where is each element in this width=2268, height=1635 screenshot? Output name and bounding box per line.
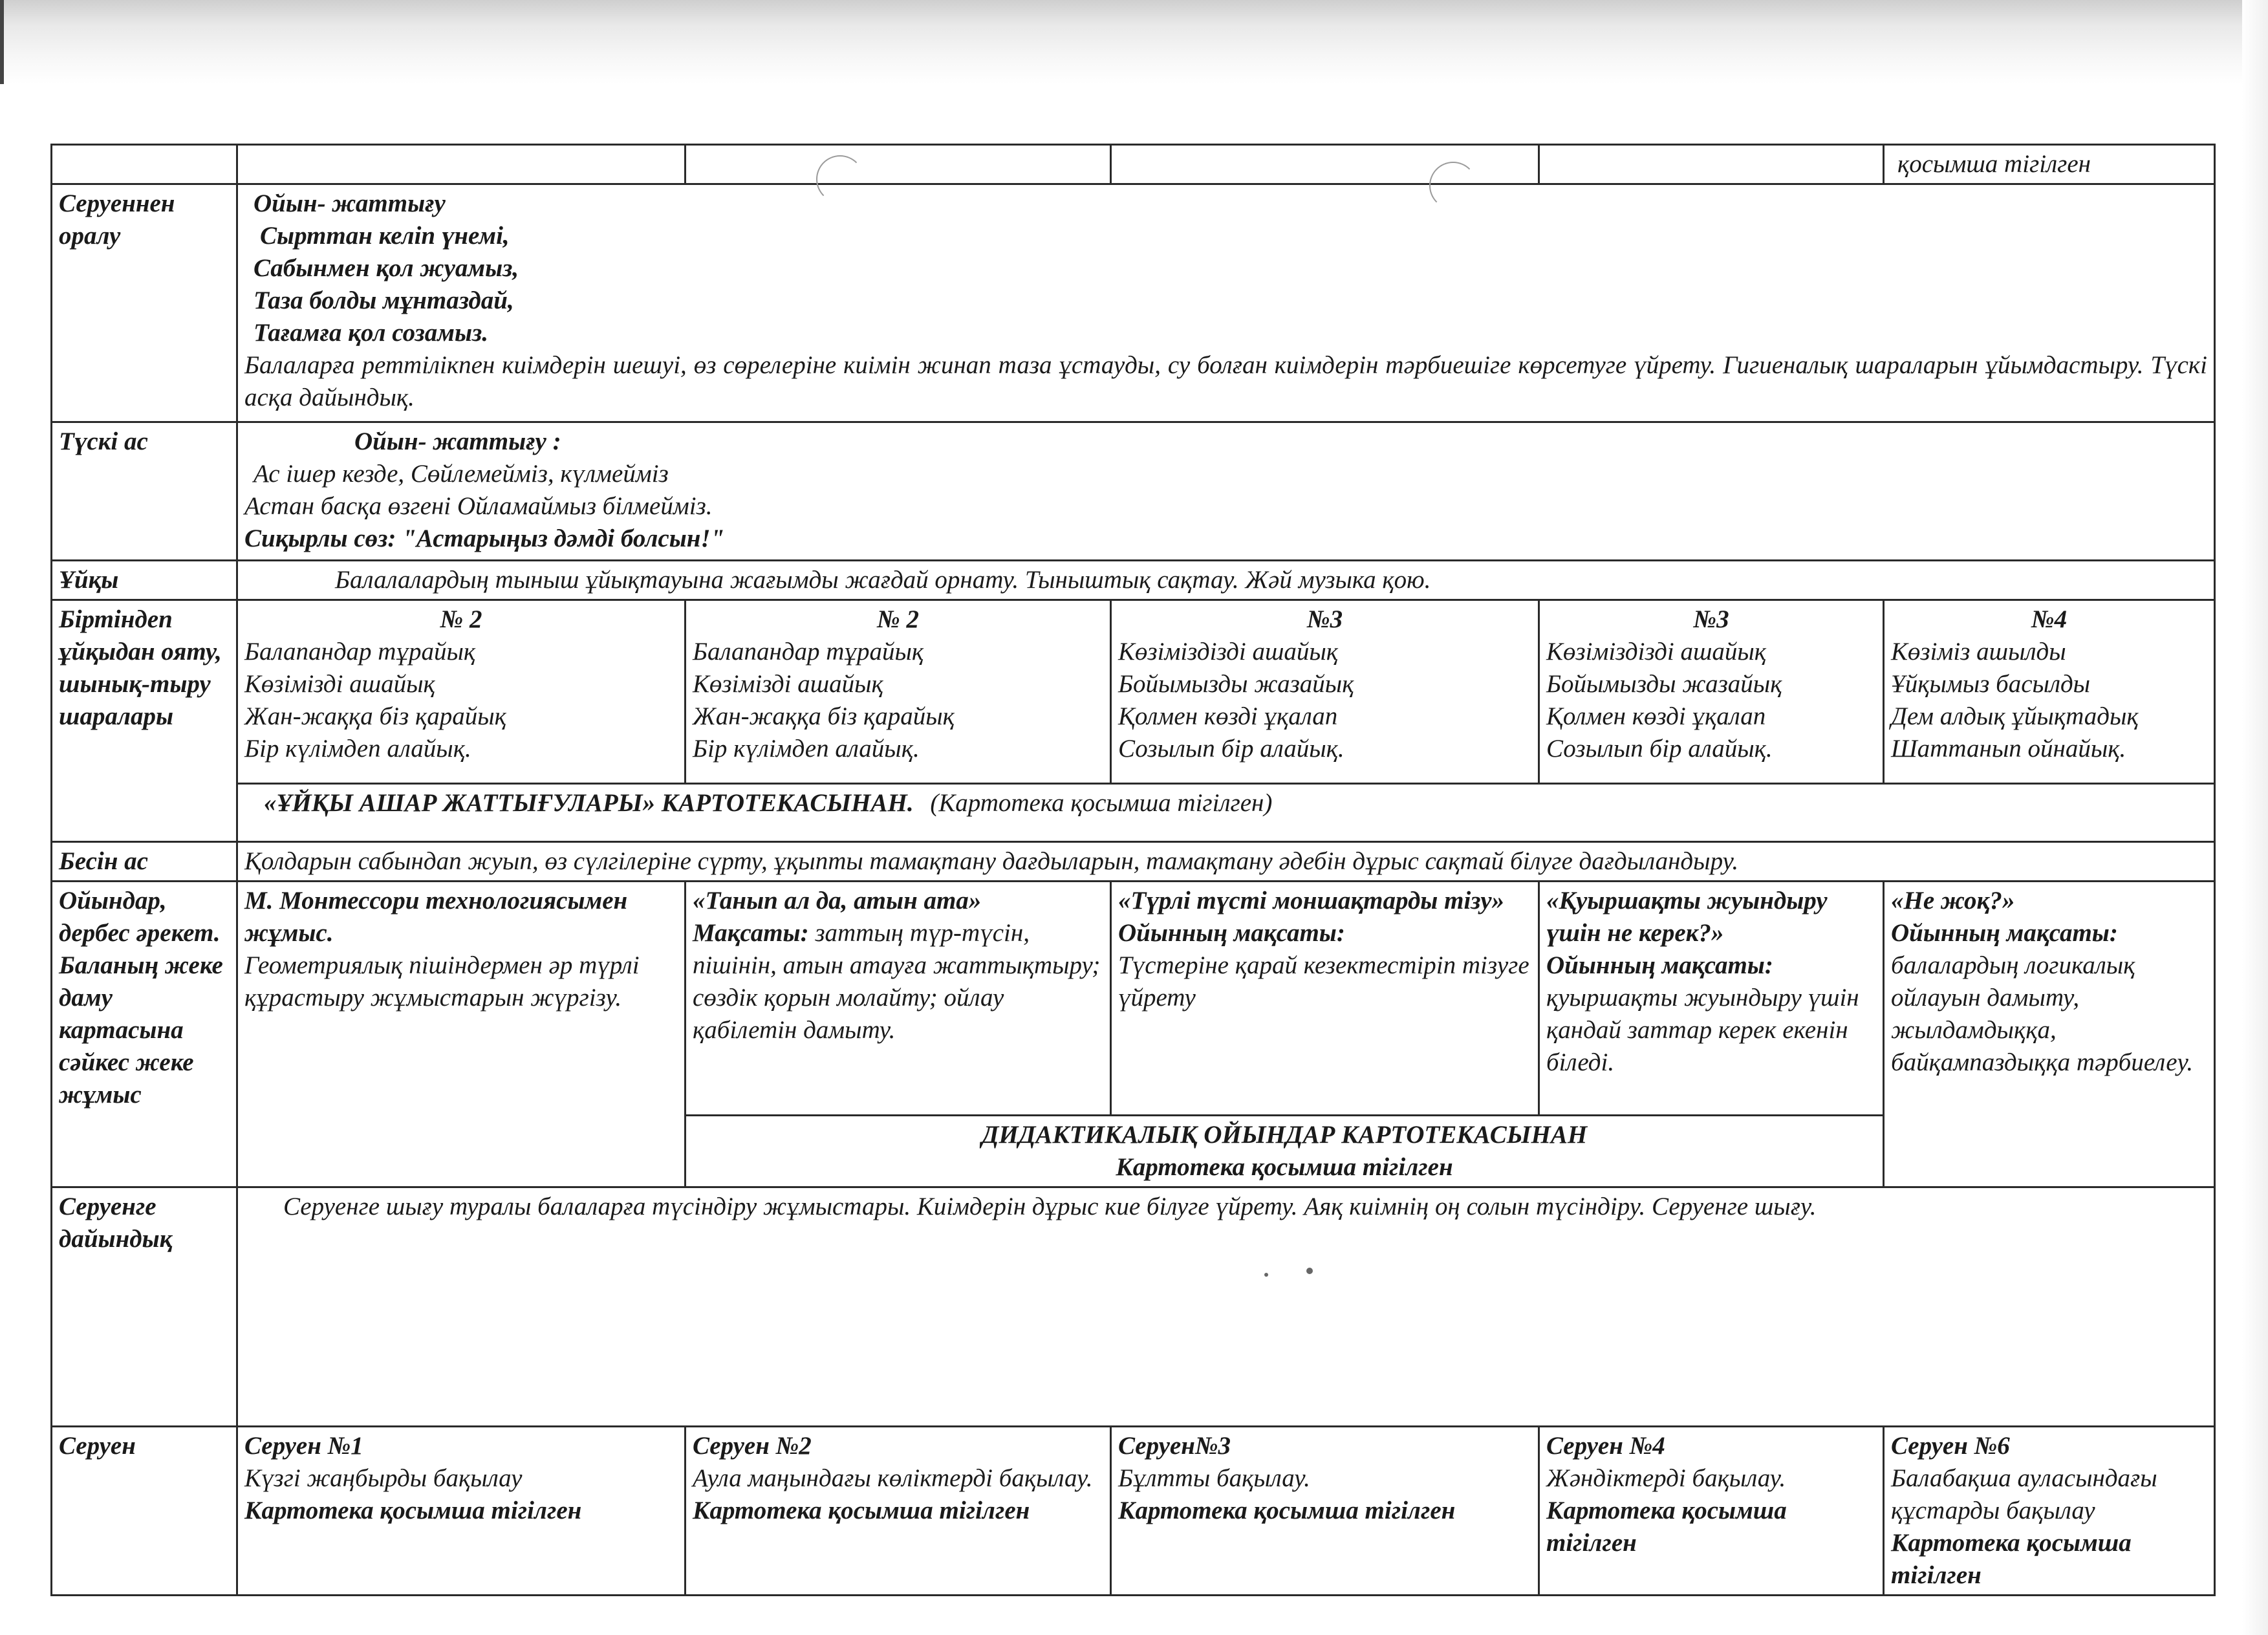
row-return-from-walk [52, 184, 2215, 422]
game-title: «Не жоқ?» [1891, 887, 2015, 915]
walk-note: Картотека қосымша тігілген [1546, 1497, 1787, 1557]
header-note: қосымша тігілген [1897, 150, 2091, 178]
walk-text: Аула маңындағы көліктерді бақылау. [693, 1464, 1093, 1492]
walk-note: Картотека қосымша тігілген [244, 1497, 582, 1524]
exercise-line: Бойымызды жазайық [1546, 670, 1782, 698]
exercise-line: Бір күлімдеп алайық. [693, 735, 920, 763]
row-content [237, 1187, 2215, 1427]
exercise-line: Ұйқымыз басылды [1891, 670, 2091, 698]
exercise-line: Бір күлімдеп алайық. [244, 735, 471, 763]
exercise-line: Көзімізді ашайық [693, 670, 883, 698]
exercise-line: Балапандар тұрайық [693, 638, 924, 666]
goal-label: Мақсаты: [693, 919, 809, 947]
row-walk-preparation [52, 1187, 2215, 1427]
row-wake-up [52, 600, 2215, 784]
exercise-line: Қолмен көзді ұқалап [1546, 702, 1766, 730]
walk-title: Серуен №2 [693, 1432, 812, 1460]
description-text: Балалалардың тыныш ұйықтауына жағымды жағдай орнату. Тыныштық сақтау. Жәй музыка қою. [335, 566, 1431, 594]
game-text: Геометриялық пішіндермен әр түрлі құрастыру жұмыстарын жүргізу. [244, 951, 640, 1012]
row-label: Біртіндеп ұйқыдан ояту, шынық-тыру шаралары [52, 600, 237, 842]
card-index-attachment: (Картотека қосымша тігілген) [930, 789, 1273, 817]
exercise-number: № 2 [877, 605, 919, 633]
walk-cell [1111, 1427, 1539, 1596]
stamp-arc [816, 155, 864, 203]
row-label: Серуен [52, 1427, 237, 1596]
walk-cell [237, 1427, 686, 1596]
wake-cell [686, 600, 1111, 784]
poem-line: Сырттан келіп үнемі, [260, 222, 510, 250]
exercise-line: Көзіміздізді ашайық [1118, 638, 1339, 666]
scan-speck [1306, 1268, 1313, 1274]
walk-note: Картотека қосымша тігілген [1891, 1529, 2132, 1589]
exercise-line: Дем алдық ұйықтадық [1891, 702, 2139, 730]
exercise-line: Шаттанып ойнайық. [1891, 735, 2126, 763]
goal-label: Ойынның мақсаты: [1891, 919, 2118, 947]
game-title: Ойын- жаттығу [254, 189, 446, 217]
exercise-line: Балапандар тұрайық [244, 638, 476, 666]
game-text: қуыршақты жуындыру үшін қандай заттар керек екенін біледі. [1546, 984, 1859, 1076]
exercise-line: Қолмен көзді ұқалап [1118, 702, 1338, 730]
row-label: Түскі ас [52, 422, 237, 561]
walk-text: Күзгі жаңбырды бақылау [244, 1464, 523, 1492]
exercise-line: Жан-жаққа біз қарайық [693, 702, 955, 730]
row-walk [52, 1427, 2215, 1596]
game-cell [686, 882, 1111, 1116]
exercise-line: Көзіміздізді ашайық [1546, 638, 1767, 666]
game-text: балалардың логикалық ойлауын дамыту, жылдамдыққа, байқампаздыққа тәрбиелеу. [1891, 951, 2194, 1076]
stamp-arc [1429, 162, 1477, 210]
game-cell [237, 882, 686, 1187]
game-title: «Қуыршақты жуындыру үшін не керек?» [1546, 887, 1828, 947]
exercise-line: Көзімізді ашайық [244, 670, 435, 698]
game-text: Түстеріне қарай кезектестіріп тізуге үйрету [1118, 951, 1529, 1012]
row-label: Ұйқы [52, 561, 237, 600]
exercise-number: №3 [1306, 605, 1343, 633]
row-wake-up-footer [52, 784, 2215, 842]
daily-plan-table [50, 144, 2216, 1596]
scan-shadow [0, 0, 2268, 84]
card-index-note [237, 784, 2215, 842]
exercise-line: Көзіміз ашылды [1891, 638, 2066, 666]
game-title: М. Монтессори технологиясымен жұмыс. [244, 887, 628, 947]
walk-title: Серуен №6 [1891, 1432, 2010, 1460]
game-text: заттың түр-түсін, пішінін, атын атауға жаттықтыру; сөздік қорын молайту; ойлау қабілетін дамыту. [693, 919, 1101, 1044]
exercise-line: Созылып бір алайық. [1118, 735, 1345, 763]
wake-cell [1539, 600, 1884, 784]
game-cell [1884, 882, 2215, 1187]
rhyme-line: Ас ішер кезде, Сөйлемейміз, күлмейміз [254, 460, 669, 488]
exercise-line: Жан-жаққа біз қарайық [244, 702, 506, 730]
game-cell [1539, 882, 1884, 1116]
walk-note: Картотека қосымша тігілген [1118, 1497, 1456, 1524]
poem-line: Тағамға қол созамыз. [254, 319, 489, 347]
rhyme-line: Астан басқа өзгені Ойламаймыз білмейміз. [244, 492, 713, 520]
header-cell [1884, 145, 2215, 184]
card-index-note [686, 1116, 1884, 1187]
walk-text: Бұлтты бақылау. [1118, 1464, 1310, 1492]
walk-text: Балабақша ауласындағы құстарды бақылау [1891, 1464, 2157, 1524]
wake-cell [237, 600, 686, 784]
row-afternoon-snack [52, 842, 2215, 882]
game-title: Ойын- жаттығу : [354, 428, 561, 455]
header-row [52, 145, 2215, 184]
description-text: Балаларға реттілікпен киімдерін шешуі, өз сөрелеріне киімін жинап таза ұстауды, су болған киімдерін тәрбиешіге көрсетуге үйрету. Гигиеналық шараларын ұйымдастыру. Түскі асқа дайындық. [244, 351, 2207, 411]
walk-title: Серуен №1 [244, 1432, 363, 1460]
row-label: Ойындар, дербес әрекет. Баланың жеке даму картасына сәйкес жеке жұмыс [52, 882, 237, 1187]
description-text: Қолдарын сабындап жуып, өз сүлгілеріне сүрту, ұқыпты тамақтану дағдыларын, тамақтану әдебін дұрыс сақтай білуге дағдыландыру. [244, 847, 1739, 875]
scan-speck [1264, 1273, 1268, 1277]
card-index-title: ДИДАКТИКАЛЫҚ ОЙЫНДАР КАРТОТЕКАСЫНАН [981, 1121, 1588, 1149]
row-label: Серуенге дайындық [52, 1187, 237, 1427]
walk-title: Серуен №4 [1546, 1432, 1665, 1460]
row-label: Серуеннен оралу [52, 184, 237, 422]
goal-label: Ойынның мақсаты: [1118, 919, 1345, 947]
game-title: «Танып ал да, атын ата» [693, 887, 982, 915]
exercise-line: Бойымызды жазайық [1118, 670, 1354, 698]
magic-words: Сиқырлы сөз: "Астарыңыз дәмді болсын!" [244, 525, 725, 552]
poem-line: Сабынмен қол жуамыз, [254, 254, 519, 282]
wake-cell [1884, 600, 2215, 784]
scan-edge-left [0, 0, 4, 84]
exercise-number: №4 [2031, 605, 2068, 633]
game-title: «Түрлі түсті моншақтарды тізу» [1118, 887, 1505, 915]
walk-note: Картотека қосымша тігілген [693, 1497, 1030, 1524]
row-content [237, 561, 2215, 600]
goal-label: Ойынның мақсаты: [1546, 951, 1773, 979]
walk-text: Жәндіктерді бақылау. [1546, 1464, 1786, 1492]
walk-cell [1884, 1427, 2215, 1596]
row-lunch [52, 422, 2215, 561]
walk-cell [686, 1427, 1111, 1596]
exercise-line: Созылып бір алайық. [1546, 735, 1773, 763]
row-content [237, 842, 2215, 882]
header-cell [237, 145, 686, 184]
row-games [52, 882, 2215, 1116]
row-sleep [52, 561, 2215, 600]
scan-edge-right [2242, 0, 2268, 1635]
header-cell [686, 145, 1111, 184]
game-cell [1111, 882, 1539, 1116]
card-index-title: «ҰЙҚЫ АШАР ЖАТТЫҒУЛАРЫ» КАРТОТЕКАСЫНАН. [264, 789, 914, 817]
card-index-attachment: Картотека қосымша тігілген [1116, 1153, 1453, 1181]
exercise-number: № 2 [440, 605, 482, 633]
walk-title: Серуен№3 [1118, 1432, 1231, 1460]
row-label: Бесін ас [52, 842, 237, 882]
description-text: Серуенге шығу туралы балаларға түсіндіру жұмыстары. Киімдерін дұрыс кие білуге үйрету. Аяқ киімнің оң солын түсіндіру. Серуенге шығу. [283, 1193, 1817, 1220]
header-cell [1539, 145, 1884, 184]
poem-line: Таза болды мұнтаздай, [254, 287, 514, 314]
header-cell [52, 145, 237, 184]
wake-cell [1111, 600, 1539, 784]
exercise-number: №3 [1693, 605, 1729, 633]
walk-cell [1539, 1427, 1884, 1596]
row-content [237, 184, 2215, 422]
row-content [237, 422, 2215, 561]
